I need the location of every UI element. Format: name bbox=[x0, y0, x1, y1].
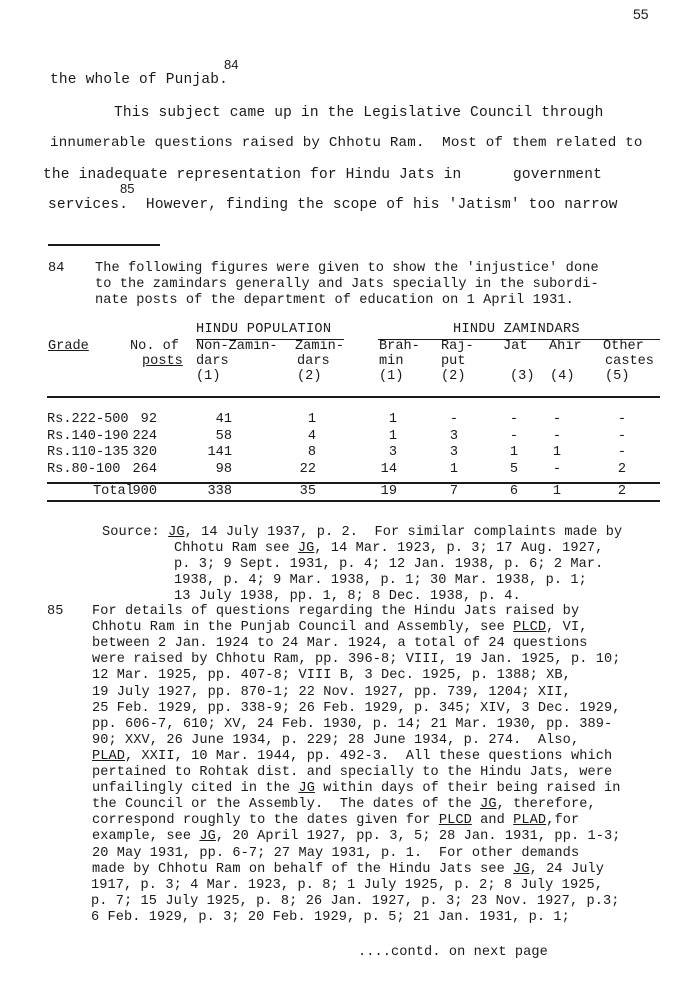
footnote-85-line: unfailingly cited in the JG within days of their being raised in bbox=[92, 781, 621, 797]
source-line: 13 July 1938, pp. 1, 8; 8 Dec. 1938, p. 4. bbox=[174, 589, 521, 604]
abbreviation: PLCD bbox=[438, 813, 472, 829]
abbreviation: PLAD bbox=[513, 813, 547, 829]
col-header-brahmin-l3: (1) bbox=[379, 369, 404, 384]
footnote-85-line: Chhotu Ram in the Punjab Council and Assembly, see PLCD, VI, bbox=[92, 620, 588, 636]
header-bottom-rule bbox=[47, 396, 660, 398]
col-header-zamindars: Zamin- bbox=[295, 339, 344, 354]
cell-grade: Rs.140-190 bbox=[47, 428, 129, 444]
col-header-other-castes: Other bbox=[603, 339, 644, 354]
cell-ahir: - bbox=[552, 428, 561, 444]
col-header-non-zamindars: Non-Zamin- bbox=[196, 339, 278, 354]
col-header-ahir-l3: (4) bbox=[550, 369, 575, 384]
footnote-84-line: to the zamindars generally and Jats specially in the subordi- bbox=[95, 277, 599, 292]
col-header-zamindars-l3: (2) bbox=[297, 369, 322, 384]
cell-zamindars: 22 bbox=[299, 461, 316, 477]
footnote-85-line: 25 Feb. 1929, pp. 338-9; 26 Feb. 1929, p. 345; XIV, 3 Dec. 1929, bbox=[92, 700, 621, 716]
cell-other-castes: 2 bbox=[617, 461, 626, 477]
col-header-zamindars-l2: dars bbox=[297, 354, 330, 369]
col-header-rajput: Raj- bbox=[441, 339, 474, 354]
abbreviation: JG bbox=[298, 781, 315, 797]
col-header-rajput-l3: (2) bbox=[441, 369, 466, 384]
footnote-85-line: PLAD, XXII, 10 Mar. 1944, pp. 492-3. All these questions which bbox=[92, 748, 613, 764]
body-line-4b: government bbox=[513, 167, 603, 183]
footnote-84-line: The following figures were given to show the 'injustice' done bbox=[95, 261, 599, 276]
footnote-85-line: pp. 606-7, 610; XV, 24 Feb. 1930, p. 14; 21 Mar. 1930, pp. 389- bbox=[92, 716, 613, 732]
cell-brahmin: 1 bbox=[388, 428, 397, 444]
cell-jat: 5 bbox=[509, 461, 518, 477]
abbreviation: JG bbox=[199, 829, 216, 845]
cell-posts: 900 bbox=[132, 484, 157, 499]
cell-zamindars: 35 bbox=[299, 484, 316, 499]
cell-jat: 6 bbox=[509, 484, 518, 499]
col-header-grade: Grade bbox=[48, 339, 89, 354]
col-header-posts-l2: posts bbox=[142, 354, 183, 369]
cell-ahir: 1 bbox=[552, 484, 561, 499]
cell-brahmin: 19 bbox=[380, 484, 397, 499]
abbreviation: JG bbox=[480, 797, 497, 813]
col-header-brahmin: Brah- bbox=[379, 339, 420, 354]
footnote-separator bbox=[48, 244, 160, 246]
cell-ahir: - bbox=[552, 412, 561, 427]
cell-ahir: - bbox=[552, 461, 561, 477]
abbreviation: JG bbox=[513, 861, 530, 877]
cell-zamindars: 8 bbox=[307, 445, 316, 460]
footnote-85-line: were raised by Chhotu Ram, pp. 396-8; VIII, 19 Jan. 1925, p. 10; bbox=[92, 652, 621, 668]
footnote-ref-84: 84 bbox=[224, 57, 239, 72]
cell-rajput: 1 bbox=[449, 461, 458, 477]
continued-note: ....contd. on next page bbox=[358, 945, 548, 960]
cell-grade: Rs.222-500 bbox=[47, 412, 129, 427]
footnote-85-line: made by Chhotu Ram on behalf of the Hindu Jats see JG, 24 July bbox=[92, 861, 604, 877]
footnote-85-line: For details of questions regarding the Hindu Jats raised by bbox=[92, 604, 580, 619]
col-header-other-castes-l2: castes bbox=[605, 354, 654, 369]
col-header-ahir: Ahir bbox=[549, 339, 582, 354]
group-header-hindu-population: HINDU POPULATION bbox=[196, 322, 332, 337]
cell-grade: Rs.80-100 bbox=[47, 461, 121, 477]
footnote-85-line: 90; XXV, 26 June 1934, p. 229; 28 June 1934, p. 274. Also, bbox=[92, 732, 580, 748]
footnote-85-line: 20 May 1931, pp. 6-7; 27 May 1931, p. 1. For other demands bbox=[92, 845, 580, 861]
cell-rajput: 7 bbox=[449, 484, 458, 499]
cell-jat: - bbox=[509, 428, 518, 444]
col-header-brahmin-l2: min bbox=[379, 354, 404, 369]
cell-posts: 320 bbox=[132, 445, 157, 460]
footnote-85-line: the Council or the Assembly. The dates of the JG, therefore, bbox=[92, 797, 596, 813]
cell-posts: 264 bbox=[132, 461, 157, 477]
cell-non-zamindars: 41 bbox=[215, 412, 232, 427]
cell-posts: 92 bbox=[140, 412, 157, 427]
footnote-85-line: between 2 Jan. 1924 to 24 Mar. 1924, a total of 24 questions bbox=[92, 636, 588, 652]
footnote-84-number: 84 bbox=[48, 261, 65, 276]
body-line-5: services. However, finding the scope of his 'Jatism' too narrow bbox=[48, 197, 618, 213]
group-header-hindu-zamindars: HINDU ZAMINDARS bbox=[453, 322, 580, 337]
footnote-84-line: nate posts of the department of education on 1 April 1931. bbox=[95, 293, 574, 308]
cell-rajput: 3 bbox=[449, 445, 458, 460]
body-line-3: innumerable questions raised by Chhotu Ram. Most of them related to bbox=[50, 135, 643, 151]
cell-non-zamindars: 338 bbox=[207, 484, 232, 499]
abbreviation: PLAD bbox=[92, 748, 126, 764]
abbreviation: JG bbox=[168, 525, 185, 540]
abbreviation: PLCD bbox=[513, 620, 547, 636]
cell-other-castes: 2 bbox=[617, 484, 626, 499]
footnote-85-number: 85 bbox=[47, 604, 64, 619]
body-line-1: the whole of Punjab. bbox=[50, 72, 229, 88]
col-header-non-zamindars-l3: (1) bbox=[196, 369, 221, 384]
cell-non-zamindars: 141 bbox=[207, 445, 232, 460]
cell-grade: Rs.110-135 bbox=[47, 445, 129, 460]
col-header-other-castes-l3: (5) bbox=[605, 369, 630, 384]
col-header-jat-l3: (3) bbox=[510, 369, 535, 384]
cell-other-castes: - bbox=[617, 412, 626, 427]
cell-other-castes: - bbox=[617, 445, 626, 460]
cell-brahmin: 3 bbox=[388, 445, 397, 460]
cell-posts: 224 bbox=[132, 428, 157, 444]
cell-zamindars: 1 bbox=[307, 412, 316, 427]
total-bottom-rule bbox=[47, 500, 660, 502]
cell-ahir: 1 bbox=[552, 445, 561, 460]
source-line bbox=[102, 525, 622, 542]
footnote-85-line: 6 Feb. 1929, p. 3; 20 Feb. 1929, p. 5; 21 Jan. 1931, p. 1; bbox=[91, 909, 570, 925]
footnote-85-line: 1917, p. 3; 4 Mar. 1923, p. 8; 1 July 1925, p. 2; 8 July 1925, bbox=[91, 877, 603, 893]
footnote-ref-85: 85 bbox=[120, 181, 135, 196]
col-header-jat: Jat bbox=[503, 339, 528, 354]
cell-rajput: - bbox=[449, 412, 458, 427]
abbreviation: JG bbox=[297, 541, 315, 556]
footnote-85-line: example, see JG, 20 April 1927, pp. 3, 5; 28 Jan. 1931, pp. 1-3; bbox=[92, 829, 621, 845]
body-line-4a: the inadequate representation for Hindu Jats in bbox=[43, 167, 462, 183]
footnote-85-line: pertained to Rohtak dist. and specially to the Hindu Jats, were bbox=[92, 765, 613, 780]
col-header-posts: No. of bbox=[130, 339, 179, 354]
body-line-2: This subject came up in the Legislative Council through bbox=[114, 105, 604, 121]
cell-other-castes: - bbox=[617, 428, 626, 444]
cell-jat: 1 bbox=[509, 445, 518, 460]
col-header-non-zamindars-l2: dars bbox=[196, 354, 229, 369]
cell-grade: Total bbox=[93, 484, 134, 499]
source-line: Chhotu Ram see JG, 14 Mar. 1923, p. 3; 17 Aug. 1927, bbox=[174, 541, 604, 556]
footnote-85-line: 19 July 1927, pp. 870-1; 22 Nov. 1927, pp. 739, 1204; XII, bbox=[92, 684, 571, 700]
col-header-rajput-l2: put bbox=[441, 354, 466, 369]
cell-rajput: 3 bbox=[449, 428, 458, 444]
cell-non-zamindars: 58 bbox=[215, 428, 232, 444]
cell-jat: - bbox=[509, 412, 518, 427]
page-number: 55 bbox=[633, 6, 649, 22]
source-line: p. 3; 9 Sept. 1931, p. 4; 12 Jan. 1938, p. 6; 2 Mar. bbox=[174, 557, 604, 572]
footnote-85-line: 12 Mar. 1925, pp. 407-8; VIII B, 3 Dec. 1925, p. 1388; XB, bbox=[92, 668, 571, 684]
cell-brahmin: 14 bbox=[380, 461, 397, 477]
cell-zamindars: 4 bbox=[307, 428, 316, 444]
cell-non-zamindars: 98 bbox=[215, 461, 232, 477]
footnote-85-line: correspond roughly to the dates given for PLCD and PLAD,for bbox=[92, 813, 580, 829]
source-line: 1938, p. 4; 9 Mar. 1938, p. 1; 30 Mar. 1938, p. 1; bbox=[174, 573, 587, 588]
cell-brahmin: 1 bbox=[388, 412, 397, 427]
source-text: Source: JG, 14 July 1937, p. 2. For similar complaints made by bbox=[102, 525, 623, 540]
footnote-85-line: p. 7; 15 July 1925, p. 8; 26 Jan. 1927, p. 3; 23 Nov. 1927, p.3; bbox=[91, 893, 620, 909]
